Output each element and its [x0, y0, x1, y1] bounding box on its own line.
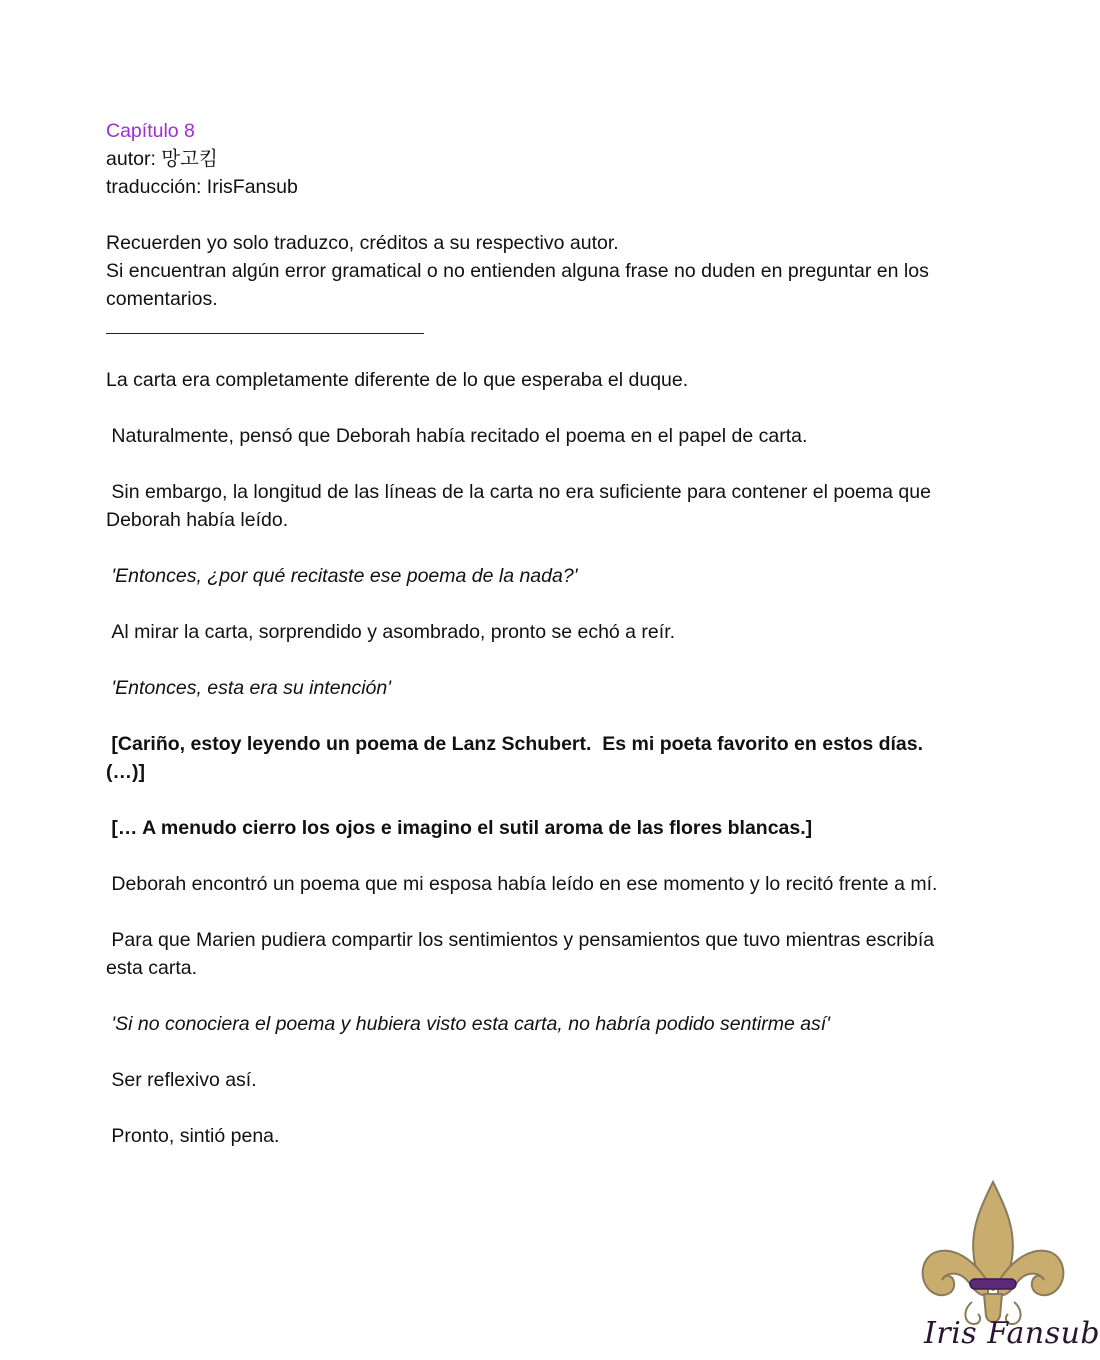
- paragraph-letter-quote: [Cariño, estoy leyendo un poema de Lanz Schubert. Es mi poeta favorito en estos días. (…)]: [106, 733, 934, 783]
- translation-line: traducción: IrisFansub: [106, 176, 298, 198]
- notice-line-1: Recuerden yo solo traduzco, créditos a su respectivo autor.: [106, 232, 619, 254]
- paragraph-thought: 'Entonces, esta era su intención': [106, 677, 391, 699]
- document-body: [106, 117, 946, 1150]
- section-divider: [106, 313, 424, 334]
- paragraph: Ser reflexivo así.: [106, 1069, 257, 1091]
- paragraph: Para que Marien pudiera compartir los sentimientos y pensamientos que tuvo mientras escribía esta carta.: [106, 929, 940, 979]
- paragraph-thought: 'Si no conociera el poema y hubiera visto esta carta, no habría podido sentirme así': [106, 1013, 830, 1035]
- paragraph: Naturalmente, pensó que Deborah había recitado el poema en el papel de carta.: [106, 425, 808, 447]
- author-line: autor: 망고킴: [106, 148, 218, 170]
- paragraph: La carta era completamente diferente de lo que esperaba el duque.: [106, 369, 689, 391]
- paragraph: Pronto, sintió pena.: [106, 1125, 280, 1147]
- paragraph-letter-quote: [… A menudo cierro los ojos e imagino el sutil aroma de las flores blancas.]: [106, 817, 813, 839]
- paragraph-thought: 'Entonces, ¿por qué recitaste ese poema de la nada?': [106, 565, 578, 587]
- watermark-text: Iris Fansub: [924, 1316, 1100, 1351]
- notice-line-2: Si encuentran algún error gramatical o no entienden alguna frase no duden en preguntar en los comentarios.: [106, 260, 935, 310]
- paragraph: Sin embargo, la longitud de las líneas de la carta no era suficiente para contener el poema que Deborah había leído.: [106, 481, 937, 531]
- paragraph: Al mirar la carta, sorprendido y asombrado, pronto se echó a reír.: [106, 621, 676, 643]
- chapter-title: Capítulo 8: [106, 120, 195, 142]
- paragraph: Deborah encontró un poema que mi esposa había leído en ese momento y lo recitó frente a mí.: [106, 873, 938, 895]
